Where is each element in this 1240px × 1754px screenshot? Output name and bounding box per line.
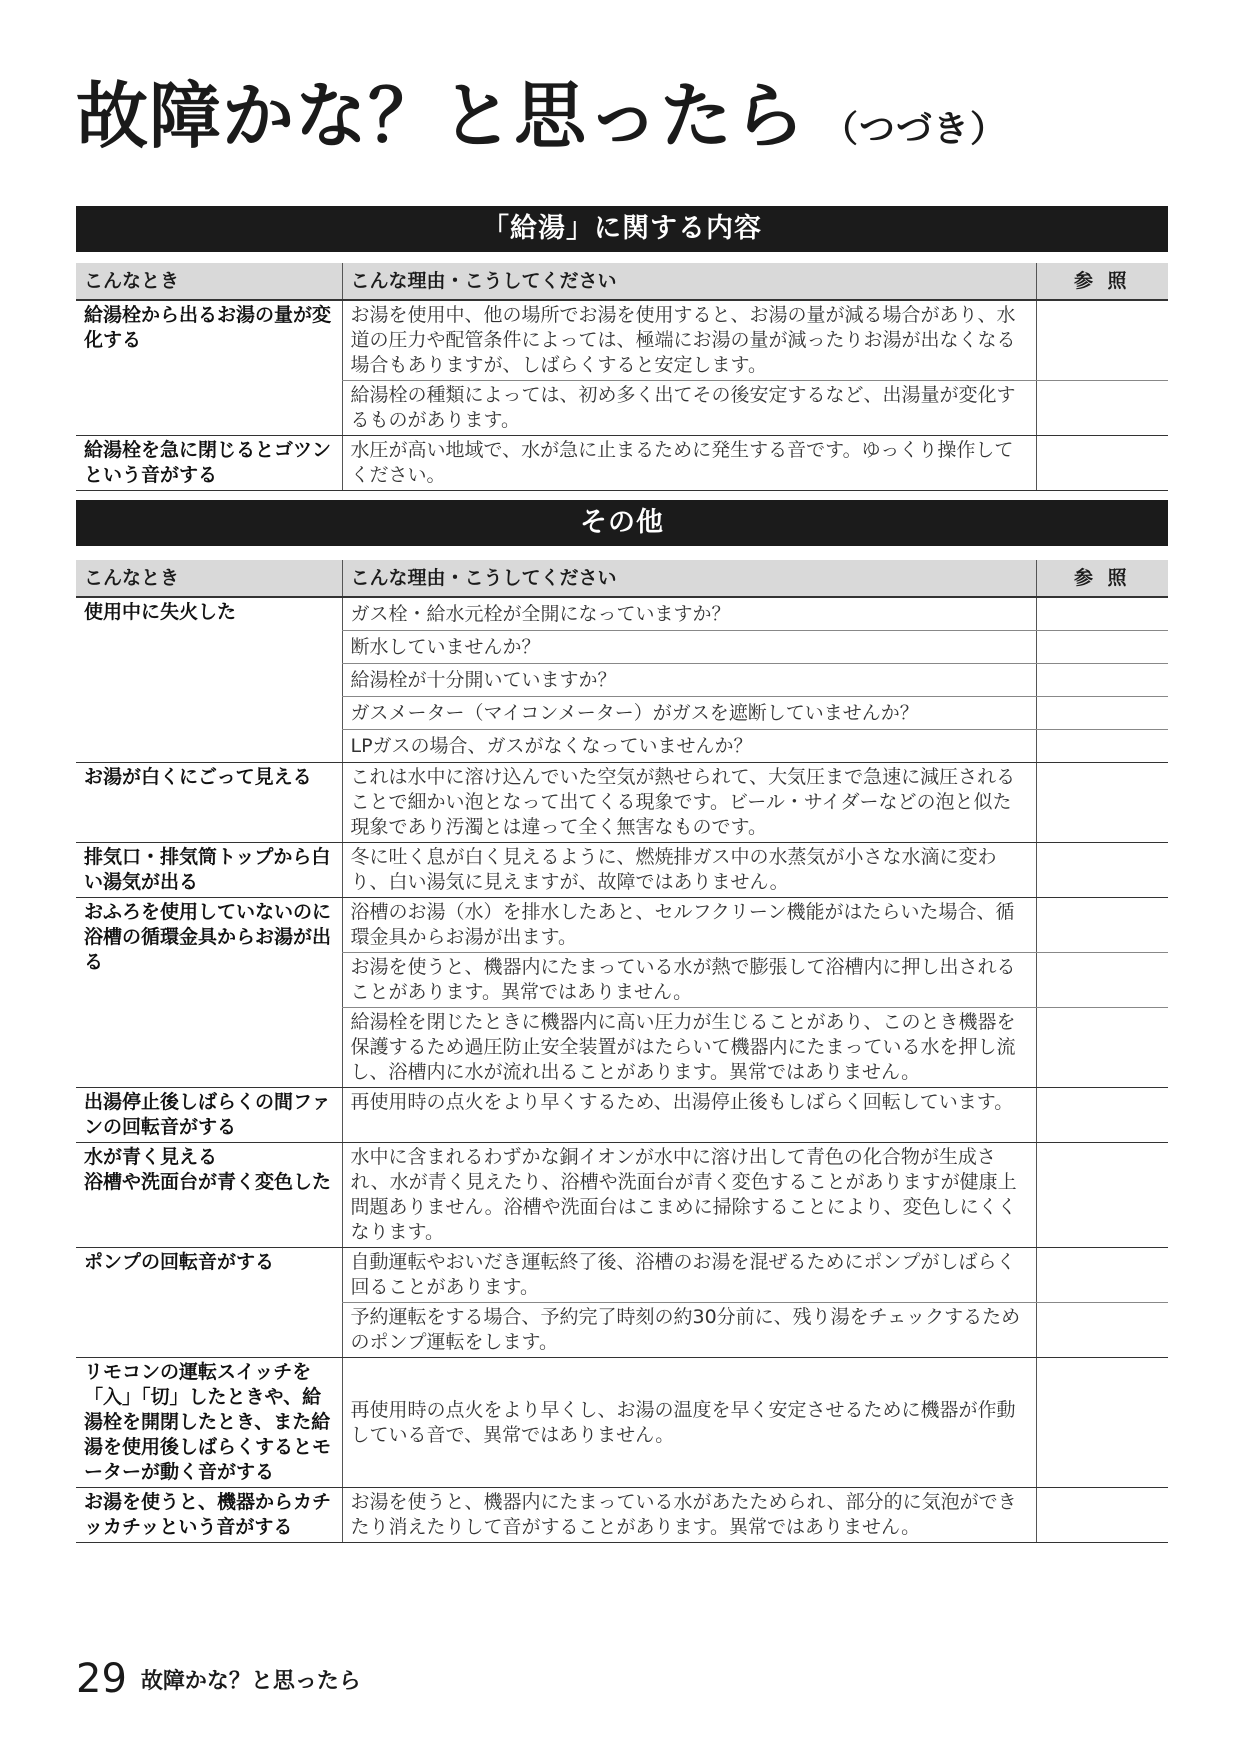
condition-cell: 出湯停止後しばらくの間ファンの回転音がする xyxy=(76,1088,342,1143)
reference-cell xyxy=(1036,631,1168,664)
page-footer xyxy=(76,1656,361,1702)
table-row xyxy=(76,1248,1168,1303)
reference-cell xyxy=(1036,1358,1168,1488)
reference-cell xyxy=(1036,1008,1168,1088)
reference-cell xyxy=(1036,730,1168,763)
reason-cell: 予約運転をする場合、予約完了時刻の約30分前に、残り湯をチェックするためのポンプ運転をします。 xyxy=(342,1303,1036,1358)
reason-cell: 断水していませんか？ xyxy=(342,631,1036,664)
footer-title: 故障かな？と思ったら xyxy=(140,1668,361,1694)
page-title xyxy=(76,74,1008,158)
table-row xyxy=(76,1358,1168,1488)
reference-cell xyxy=(1036,300,1168,381)
table-row xyxy=(76,1143,1168,1248)
reason-cell: お湯を使うと、機器内にたまっている水が熱で膨張して浴槽内に押し出されることがあります。異常ではありません。 xyxy=(342,953,1036,1008)
condition-cell: 水が青く見える 浴槽や洗面台が青く変色した xyxy=(76,1143,342,1248)
column-header-reason: こんな理由・こうしてください xyxy=(342,263,1036,300)
page-title-main: 故障かな？と思ったら xyxy=(76,74,807,158)
column-header-condition: こんなとき xyxy=(76,560,342,597)
table-header-row xyxy=(76,560,1168,597)
table-row xyxy=(76,300,1168,381)
reference-cell xyxy=(1036,597,1168,631)
reference-cell xyxy=(1036,1143,1168,1248)
reference-cell xyxy=(1036,843,1168,898)
page-number: 29 xyxy=(76,1656,127,1702)
column-header-reason: こんな理由・こうしてください xyxy=(342,560,1036,597)
reference-cell xyxy=(1036,697,1168,730)
reference-cell xyxy=(1036,381,1168,436)
condition-cell: 使用中に失火した xyxy=(76,597,342,763)
condition-cell: 排気口・排気筒トップから白い湯気が出る xyxy=(76,843,342,898)
reason-cell: ガス栓・給水元栓が全開になっていますか？ xyxy=(342,597,1036,631)
condition-cell: おふろを使用していないのに浴槽の循環金具からお湯が出る xyxy=(76,898,342,1088)
reason-cell: 再使用時の点火をより早くし、お湯の温度を早く安定させるために機器が作動している音で、異常ではありません。 xyxy=(342,1358,1036,1488)
table-row xyxy=(76,763,1168,843)
reference-cell xyxy=(1036,1303,1168,1358)
reason-cell: お湯を使うと、機器内にたまっている水があたためられ、部分的に気泡ができたり消えたりして音がすることがあります。異常ではありません。 xyxy=(342,1488,1036,1543)
reason-cell: これは水中に溶け込んでいた空気が熱せられて、大気圧まで急速に減圧されることで細かい泡となって出てくる現象です。ビール・サイダーなどの泡と似た現象であり汚濁とは違って全く無害なものです。 xyxy=(342,763,1036,843)
reason-cell: 給湯栓の種類によっては、初め多く出てその後安定するなど、出湯量が変化するものがあります。 xyxy=(342,381,1036,436)
reason-cell: 浴槽のお湯（水）を排水したあと、セルフクリーン機能がはたらいた場合、循環金具からお湯が出ます。 xyxy=(342,898,1036,953)
reason-cell: ガスメーター（マイコンメーター）がガスを遮断していませんか？ xyxy=(342,697,1036,730)
condition-cell: 給湯栓を急に閉じるとゴツンという音がする xyxy=(76,436,342,491)
reason-cell: 冬に吐く息が白く見えるように、燃焼排ガス中の水蒸気が小さな水滴に変わり、白い湯気に見えますが、故障ではありません。 xyxy=(342,843,1036,898)
reason-cell: LPガスの場合、ガスがなくなっていませんか？ xyxy=(342,730,1036,763)
hot-water-table xyxy=(76,263,1168,491)
section-heading-hot-water: 「給湯」に関する内容 xyxy=(76,206,1168,252)
table-row xyxy=(76,436,1168,491)
reference-cell xyxy=(1036,1088,1168,1143)
table-row xyxy=(76,898,1168,953)
column-header-reference: 参 照 xyxy=(1036,263,1168,300)
condition-cell: ポンプの回転音がする xyxy=(76,1248,342,1358)
condition-cell: リモコンの運転スイッチを「入」「切」したときや、給湯栓を開閉したとき、また給湯を使用後しばらくするとモーターが動く音がする xyxy=(76,1358,342,1488)
column-header-condition: こんなとき xyxy=(76,263,342,300)
reference-cell xyxy=(1036,436,1168,491)
reason-cell: 水圧が高い地域で、水が急に止まるために発生する音です。ゆっくり操作してください。 xyxy=(342,436,1036,491)
column-header-reference: 参 照 xyxy=(1036,560,1168,597)
section-heading-other: その他 xyxy=(76,500,1168,546)
table-row xyxy=(76,1088,1168,1143)
reference-cell xyxy=(1036,664,1168,697)
reason-cell: お湯を使用中、他の場所でお湯を使用すると、お湯の量が減る場合があり、水道の圧力や配管条件によっては、極端にお湯の量が減ったりお湯が出なくなる場合もありますが、しばらくすると安定します。 xyxy=(342,300,1036,381)
reason-cell: 水中に含まれるわずかな銅イオンが水中に溶け出して青色の化合物が生成され、水が青く見えたり、浴槽や洗面台が青く変色することがありますが健康上問題ありません。浴槽や洗面台はこまめに掃除することにより、変色しにくくなります。 xyxy=(342,1143,1036,1248)
other-table xyxy=(76,560,1168,1543)
reason-cell: 給湯栓が十分開いていますか？ xyxy=(342,664,1036,697)
reason-cell: 給湯栓を閉じたときに機器内に高い圧力が生じることがあり、このとき機器を保護するため過圧防止安全装置がはたらいて機器内にたまっている水を押し流し、浴槽内に水が流れ出ることがあります。異常ではありません。 xyxy=(342,1008,1036,1088)
page-title-continued: （つづき） xyxy=(822,109,1008,150)
reason-cell: 自動運転やおいだき運転終了後、浴槽のお湯を混ぜるためにポンプがしばらく回ることがあります。 xyxy=(342,1248,1036,1303)
reference-cell xyxy=(1036,1488,1168,1543)
table-row xyxy=(76,843,1168,898)
reason-cell: 再使用時の点火をより早くするため、出湯停止後もしばらく回転しています。 xyxy=(342,1088,1036,1143)
table-row xyxy=(76,597,1168,631)
condition-cell: お湯が白くにごって見える xyxy=(76,763,342,843)
condition-cell: お湯を使うと、機器からカチッカチッという音がする xyxy=(76,1488,342,1543)
table-header-row xyxy=(76,263,1168,300)
table-row xyxy=(76,1488,1168,1543)
reference-cell xyxy=(1036,953,1168,1008)
reference-cell xyxy=(1036,1248,1168,1303)
reference-cell xyxy=(1036,898,1168,953)
condition-cell: 給湯栓から出るお湯の量が変化する xyxy=(76,300,342,436)
reference-cell xyxy=(1036,763,1168,843)
